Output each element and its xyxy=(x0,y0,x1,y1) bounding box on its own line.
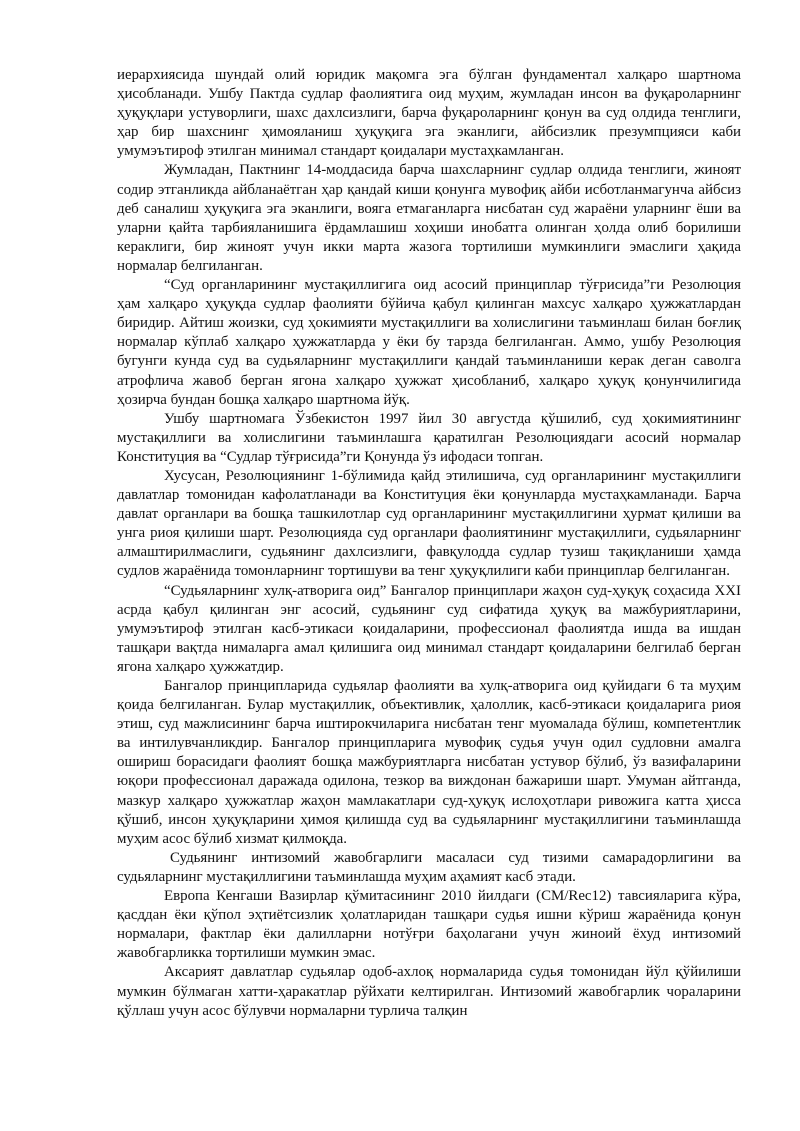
paragraph-bangalore-principles: “Судьяларнинг хулқ-атворига оид” Бангалор принциплари жаҳон суд-ҳуқуқ соҳасида XXI асрда қабул қилинган энг асосий, судьянинг суд сифатида ҳуқуқ ва мажбуриятларини, умумэътироф этилган касб-этикаси қоидаларини, профессионал фаолиятда ишда ва ишдан ташқари вақтда нималарга амал қилишига оид минимал стандарт қоидаларини белгилаб берган ягона халқаро ҳужжатдир. xyxy=(117,582,741,675)
paragraph-ethics-norms: Аксарият давлатлар судьялар одоб-ахлоқ нормаларида судья томонидан йўл қўйилиши мумкин бўлмаган хатти-ҳаракатлар рўйхати келтирилган. Интизомий жавобгарлик чораларини қўллаш учун асос бўлувчи нормаларни турлича талқин xyxy=(117,964,741,1019)
paragraph-resolution-section-1: Хусусан, Резолюциянинг 1-бўлимида қайд этилишича, суд органларининг мустақиллиги давлатлар томонидан кафолатланади ва Конституция ёки қонунларда мустаҳкамланади. Барча давлат органлари ва бошқа ташкилотлар суд органларининг мустақиллигини ҳурмат қилиши ва унга риоя қилиши шарт. Резолюцияда суд органлари фаолиятининг мустақиллиги, судьяларнинг алмаштирилмаслиги, судьянинг дахлсизлиги, фавқулодда судлар тузиш тақиқланиши ҳамда судлов жараёнида томонларнинг тортишуви ва тенг ҳуқуқлилиги каби принциплар белгиланган. xyxy=(117,467,741,580)
paragraph-article-14: Жумладан, Пактнинг 14-моддасида барча шахсларнинг судлар олдида тенглиги, жиноят содир этганликда айбланаётган ҳар қандай киши қонунга мувофиқ айби исботланмагунча айбсиз деб саналиш ҳуқуқига эга эканлиги, вояга етмаганларга нисбатан суд жараёни уларнинг ёши ва уларни қайта тарбияланишига ёрдамлашиш хоҳиши инобатга олинган ҳолда олиб борилиши кераклиги, бир жиноят учун икки марта жазога тортилиши мумкинлиги эмаслиги ҳақида нормалар белгиланган. xyxy=(117,162,741,274)
paragraph-disciplinary-liability: Судьянинг интизомий жавобгарлиги масаласи суд тизими самарадорлигини ва судьяларнинг мустақиллигини таъминлашда муҳим аҳамият касб этади. xyxy=(117,849,741,885)
paragraph-resolution: “Суд органларининг мустақиллигига оид асосий принциплар тўғрисида”ги Резолюция ҳам халқаро ҳуқуқда судлар фаолияти бўйича қабул қилинган махсус халқаро ҳужжатлардан биридир. Айтиш жоизки, суд ҳокимияти мустақиллиги ва холислигини таъминлаш билан боғлиқ нормалар кўплаб халқаро ҳужжатларда у ёки бу тарзда белгиланган. Аммо, ушбу Резолюция бугунги кунда суд ва судьяларнинг мустақиллиги қандай таъминланиши керак деган саволга атрофлича жавоб берган ягона халқаро ҳужжат ҳисобланиб, халқаро ҳуқуқ қонунчилигида ҳозирча бундан бошқа халқаро шартнома йўқ. xyxy=(117,277,741,408)
paragraph-pact-continuation: иерархиясида шундай олий юридик мақомга эга бўлган фундаментал халқаро шартнома ҳисобланади. Ушбу Пактда судлар фаолиятига оид муҳим, жумладан инсон ва фуқароларнинг ҳуқуқлари устуворлиги, шахс дахлсизлиги, барча фуқароларнинг қонун ва суд олдида тенглиги, ҳар бир шахснинг ҳимояланиш ҳуқуқига эга эканлиги, айбсизлик презумпцияси каби умумэътироф этилган минимал стандарт қоидалари мустаҳкамланган. xyxy=(117,67,741,160)
paragraph-council-of-europe: Европа Кенгаши Вазирлар қўмитасининг 2010 йилдаги (CM/Rec12) тавсияларига кўра, қасддан ёки қўпол эҳтиётсизлик ҳолатларидан ташқари судья ишни кўриш жараёнида қонун нормалари, фактлар ёки далилларни нотўғри баҳолагани учун жиноий ёхуд интизомий жавобгарликка тортилиши мумкин эмас. xyxy=(117,888,741,962)
document-page xyxy=(117,66,741,1021)
paragraph-bangalore-six-rules: Бангалор принципларида судьялар фаолияти ва хулқ-атворига оид қуйидаги 6 та муҳим қоида белгиланган. Булар мустақиллик, объективлик, ҳалоллик, касб-этикаси қоидаларига риоя этиш, суд мажлисининг барча иштирокчиларига нисбатан тенг муомалада бўлиш, компетентлик ва интилувчанликдир. Бангалор принципларига мувофиқ судья учун одил судловни амалга ошириш борасидаги фаолият бошқа мажбуриятларга нисбатан устувор бўлиб, ўз вазифаларини юқори профессионал даражада одилона, тезкор ва виждонан бажариши шарт. Умуман айтганда, мазкур халқаро ҳужжатлар жаҳон мамлакатлари суд-ҳуқуқ ислоҳотлари ривожига катта ҳисса қўшиб, инсон ҳуқуқларини ҳимоя қилишда суд ва судьяларнинг мустақиллигини таъминлашда муҳим асос бўлиб хизмат қилмоқда. xyxy=(117,678,741,847)
paragraph-uzbekistan-accession: Ушбу шартномага Ўзбекистон 1997 йил 30 августда қўшилиб, суд ҳокимиятининг мустақиллиги ва холислигини таъминлашга қаратилган Резолюциядаги асосий нормалар Конституция ва “Судлар тўғрисида”ги Қонунда ўз ифодаси топган. xyxy=(117,410,741,465)
